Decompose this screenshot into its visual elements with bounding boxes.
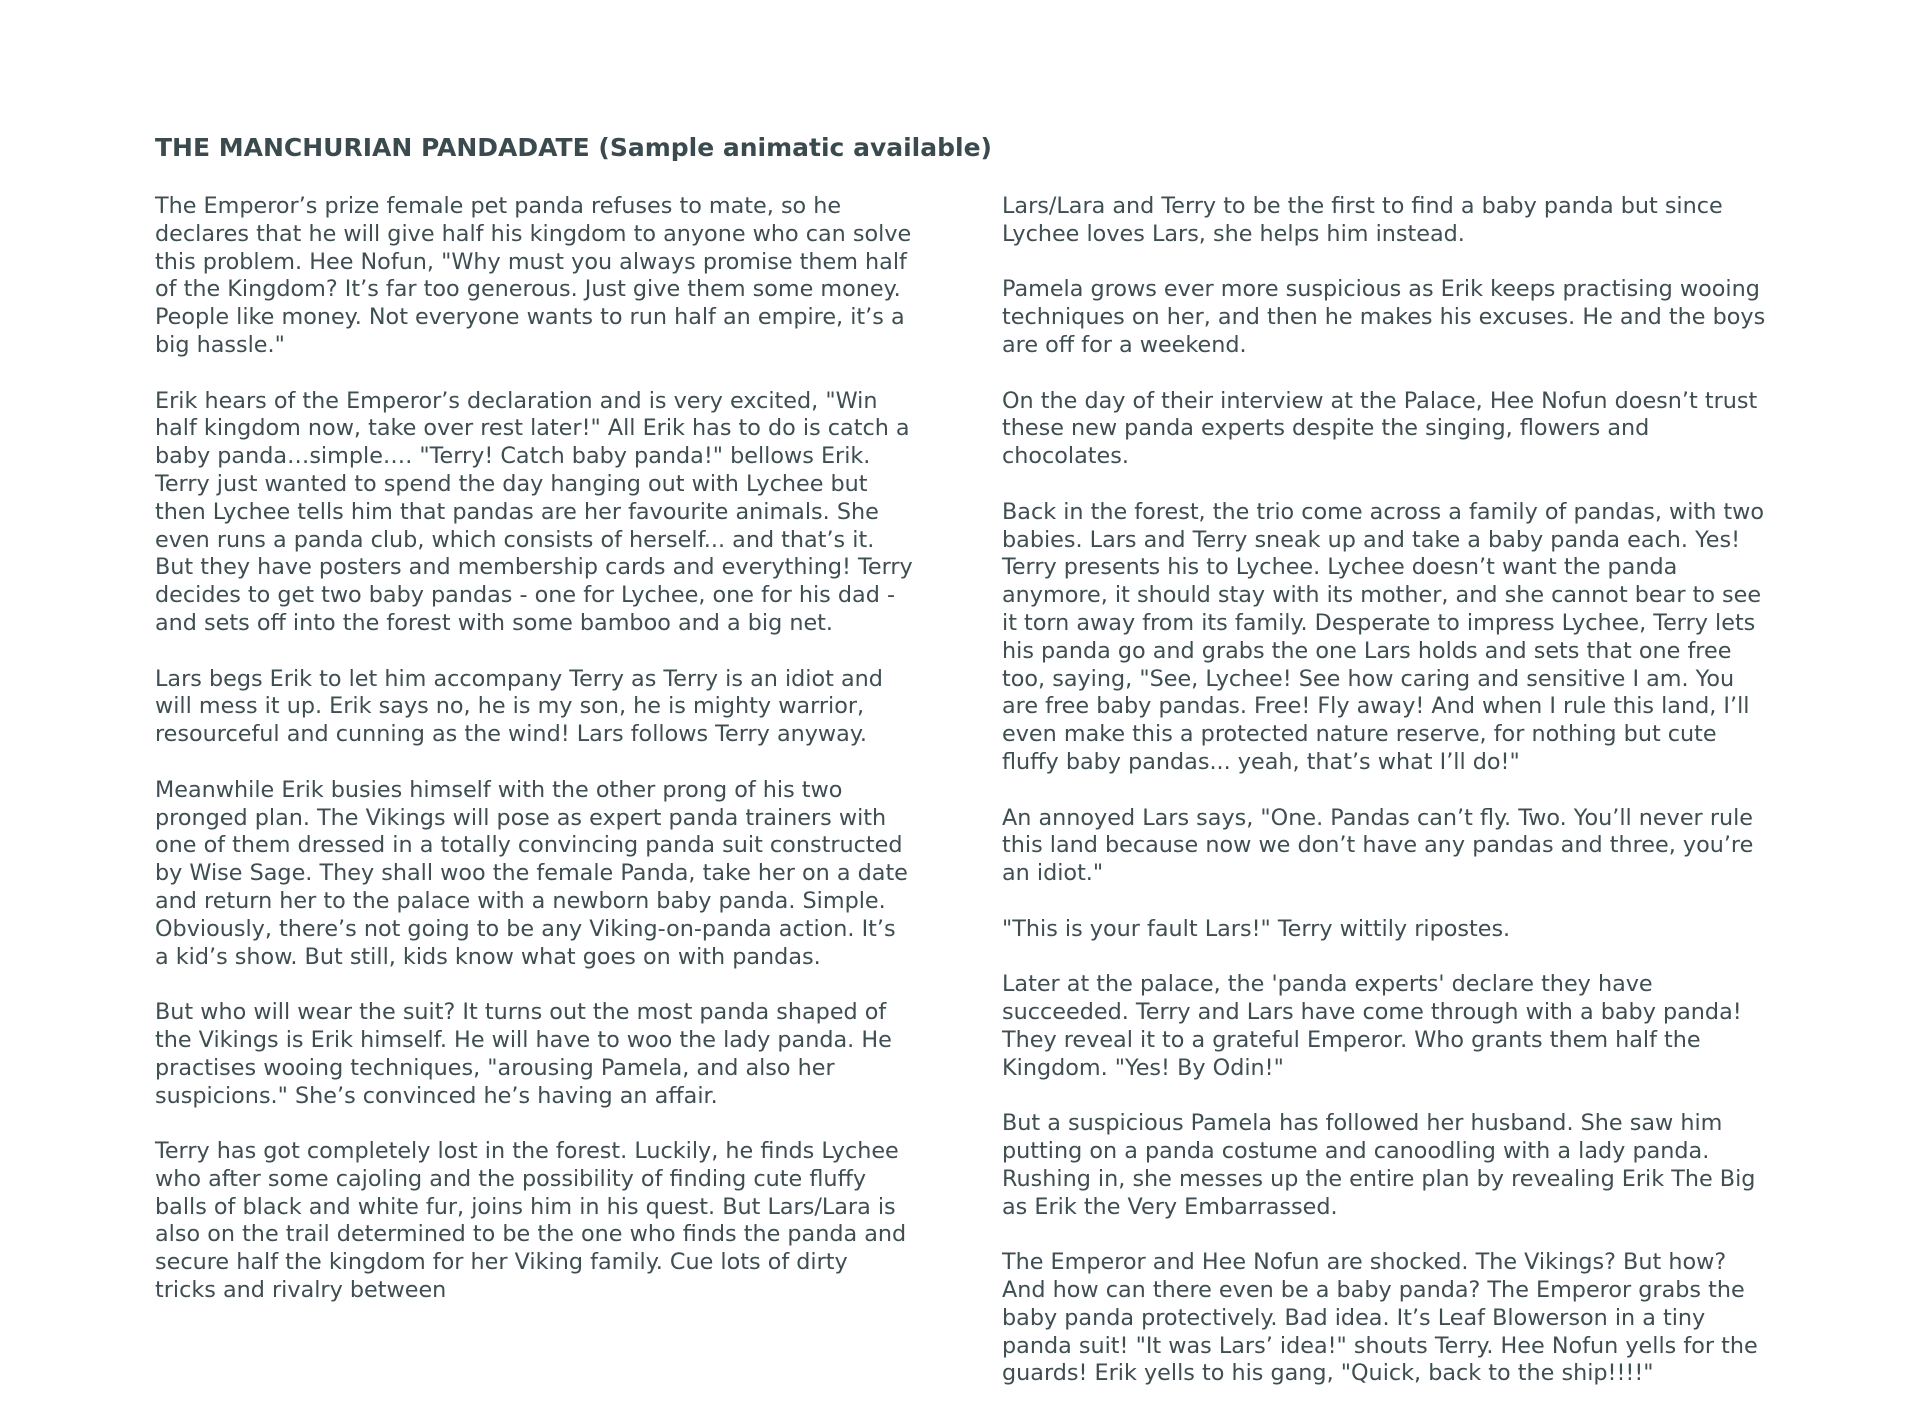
paragraph: Later at the palace, the 'panda experts' declare they have succeeded. Terry and Lars have come through with a baby panda! They reveal it to a grateful Emperor. Who grants them half the Kingdom. "Yes! By Odin!" (1002, 971, 1742, 1081)
paragraph: Back in the forest, the trio come across a family of pandas, with two babies. Lars and Terry sneak up and take a baby panda each. Yes! Terry presents his to Lychee. Lychee doesn’t want the panda anymore, it should stay with its mother, and she cannot bear to see it torn away from its family. Desperate to impress Lychee, Terry lets his panda go and grabs the one Lars holds and sets that one free too, saying, "See, Lychee! See how caring and sensitive I am. You are free baby pandas. Free! Fly away! And when I rule this land, I’ll even make this a protected nature reserve, for nothing but cute fluffy baby pandas... yeah, that’s what I’ll do!" (1002, 498, 1765, 775)
right-column (1002, 193, 1772, 1416)
left-column (155, 193, 915, 1333)
paragraph: Terry has got completely lost in the forest. Luckily, he finds Lychee who after some cajoling and the possibility of finding cute fluffy balls of black and white fur, joins him in his quest. But Lars/Lara is also on the trail determined to be the one who finds the panda and secure half the kingdom for her Viking family. Cue lots of dirty tricks and rivalry between (155, 1138, 907, 1304)
paragraph: On the day of their interview at the Palace, Hee Nofun doesn’t trust these new panda experts despite the singing, flowers and chocolates. (1002, 387, 1758, 470)
paragraph: Pamela grows ever more suspicious as Erik keeps practising wooing techniques on her, and then he makes his excuses. He and the boys are off for a weekend. (1002, 276, 1766, 358)
paragraph: The Emperor and Hee Nofun are shocked. The Vikings? But how? And how can there even be a baby panda? The Emperor grabs the baby panda protectively. Bad idea. It’s Leaf Blowerson in a tiny panda suit! "It was Lars’ idea!" shouts Terry. Hee Nofun yells for the guards! Erik yells to his gang, "Quick, back to the ship!!!!" (1002, 1249, 1758, 1387)
document-title: THE MANCHURIAN PANDADATE (Sample animatic available) (155, 133, 992, 162)
paragraph: Lars/Lara and Terry to be the first to find a baby panda but since Lychee loves Lars, she helps him instead. (1002, 193, 1723, 247)
paragraph: Erik hears of the Emperor’s declaration and is very excited, "Win half kingdom now, take over rest later!" All Erik has to do is catch a baby panda…simple…. "Terry! Catch baby panda!" bellows Erik. Terry just wanted to spend the day hanging out with Lychee but then Lychee tells him that pandas are her favourite animals. She even runs a panda club, which consists of herself... and that’s it. But they have posters and membership cards and everything! Terry decides to get two baby pandas - one for Lychee, one for his dad - and sets off into the forest with some bamboo and a big net. (155, 387, 913, 636)
paragraph: An annoyed Lars says, "One. Pandas can’t fly. Two. You’ll never rule this land because now we don’t have any pandas and three, you’re an idiot." (1002, 804, 1754, 887)
paragraph: "This is your fault Lars!" Terry wittily ripostes. (1002, 915, 1511, 942)
paragraph: But who will wear the suit? It turns out the most panda shaped of the Vikings is Erik himself. He will have to woo the lady panda. He practises wooing techniques, "arousing Pamela, and also her suspicions." She’s convinced he’s having an affair. (155, 999, 892, 1109)
paragraph: But a suspicious Pamela has followed her husband. She saw him putting on a panda costume and canoodling with a lady panda. Rushing in, she messes up the entire plan by revealing Erik The Big as Erik the Very Embarrassed. (1002, 1110, 1756, 1220)
paragraph: Lars begs Erik to let him accompany Terry as Terry is an idiot and will mess it up. Erik says no, he is my son, he is mighty warrior, resourceful and cunning as the wind! Lars follows Terry anyway. (155, 665, 883, 748)
paragraph: The Emperor’s prize female pet panda refuses to mate, so he declares that he will give half his kingdom to anyone who can solve this problem. Hee Nofun, "Why must you always promise them half of the Kingdom? It’s far too generous. Just give them some money. People like money. Not everyone wants to run half an empire, it’s a big hassle." (155, 193, 912, 358)
paragraph: Meanwhile Erik busies himself with the other prong of his two pronged plan. The Vikings will pose as expert panda trainers with one of them dressed in a totally convincing panda suit constructed by Wise Sage. They shall woo the female Panda, take her on a date and return her to the palace with a newborn baby panda. Simple. Obviously, there’s not going to be any Viking-on-panda action. It’s a kid’s show. But still, kids know what goes on with pandas. (155, 776, 908, 970)
